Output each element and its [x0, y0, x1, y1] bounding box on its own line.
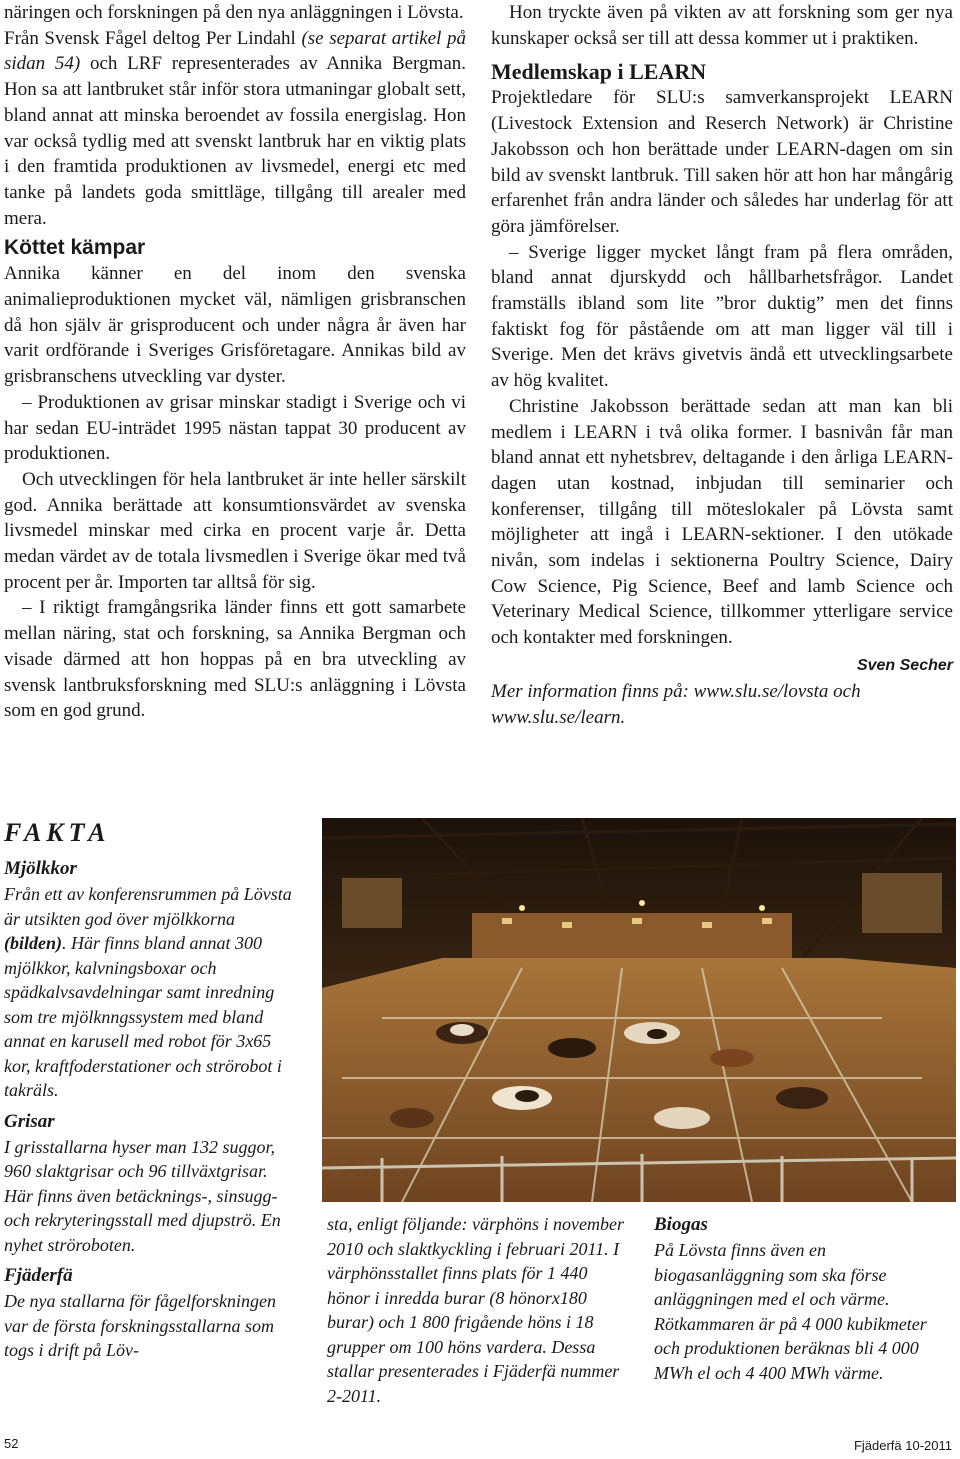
fakta-text-mjolkkor [4, 882, 300, 1103]
text-run: . Här finns bland annat 300 mjölkkor, kalvningsboxar och spädkalvsavdelningar samt inredning som tre mjölknngssystem med bland annat en karusell med robot för 3x65 kor, kraftfoderstationer och strörobot i takräls. [4, 933, 282, 1100]
cross-reference: (se separat artikel på sidan 54) [4, 27, 466, 75]
fakta-heading-mjolkkor: Mjölkkor [4, 858, 77, 879]
left-column [4, 0, 466, 724]
fakta-text-biogas: På Lövsta finns även en biogasanläggning som ska förse anläggningen med el och värme. Rötkammaren är på 4 000 kubikmeter och produktionen beräknas bli 4 000 MWh el och 4 400 MWh värme. [654, 1240, 927, 1383]
fakta-continuation [327, 1212, 629, 1408]
paragraph: Annika känner en del inom den svenska animalieproduktionen mycket väl, nämligen grisbranschen då hon själv är grisproducent och under några år även har varit ordförande i Sveriges Grisföretagare. Annikas bild av grisbranschens utveckling var dyster. [4, 263, 466, 388]
paragraph [4, 26, 466, 232]
paragraph: Hon tryckte även på vikten av att forskning som ger nya kunskaper också ser till att dessa kommer ut i praktiken. [491, 2, 953, 49]
paragraph: – Sverige ligger mycket långt fram på flera områden, bland annat djurskydd och hållbarhetsfrågor. Landet framställs ibland som lite ”bror duktig” men det finns faktiskt fog för påstående om att man ligger väl till i Sverige. Men det krävs givetvis ändå ett utvecklingsarbete av hög kvalitet. [491, 241, 953, 392]
fakta-heading-grisar: Grisar [4, 1110, 55, 1132]
fakta-box [4, 816, 300, 1363]
text-run: och LRF representerades av Annika Bergman. Hon sa att lantbruket står inför stora utmaningar globalt sett, bland annat att minska beroendet av fossila energislag. Hon var också tydlig med att svenskt lantbruk har en viktig plats i den framtida produktionen av livsmedel, energi etc med tanke på landets goda smittläge, tillgång till arealer med mera. [4, 53, 467, 229]
journal-footer: Fjäderfä 10-2011 [853, 1438, 952, 1453]
author-byline: Sven Secher [856, 656, 953, 674]
page-number: 52 [4, 1436, 19, 1451]
section-heading: Medlemskap i LEARN [491, 59, 707, 85]
barn-photo [322, 818, 956, 1202]
barn-photo-illustration [322, 818, 956, 1202]
fakta-text-fjaderfa: De nya stallarna för fågelforskningen var de första forskningsstallarna som togs i drift på Löv- [4, 1291, 276, 1360]
image-reference: (bilden) [4, 933, 62, 953]
right-column [491, 0, 953, 730]
paragraph: – I riktigt framgångsrika länder finns ett gott samarbete mellan näring, stat och forskning, sa Annika Bergman och visade därmed att hon hoppas på en bra utveckling av svensk lantbruksforskning med SLU:s anläggning i Lövsta som en god grund. [4, 597, 466, 722]
paragraph: Och utvecklingen för hela lantbruket är inte heller särskilt god. Annika berättade att konsumtionsvärdet av svenska livsmedel minskar med cirka en procent varje år. Detta medan värdet av de totala livsmedlen i Sverige ökar med två procent per år. Importen tar alltså för sig. [4, 468, 466, 593]
paragraph: Projektledare för SLU:s samverkansprojekt LEARN (Livestock Extension and Reserch Network) är Christine Jakobsson och hon berättade under LEARN-dagen om sin bild av svenskt lantbruk. Till saken hör att hon har mångårig erfarenhet från andra länder och således har underlag för att göra jämförelser. [491, 87, 953, 237]
paragraph: näringen och forskningen på den nya anläggningen i Lövsta. [4, 2, 464, 23]
fakta-text-fjaderfa-cont: sta, enligt följande: värphöns i november 2010 och slaktkyckling i februari 2011. I värphönsstallet finns plats för 1 440 hönor i inredda burar (8 hönorx180 burar) och 1 800 frigående höns i 18 grupper om 100 höns vardera. Dessa stallar presenterades i Fjäderfä nummer 2-2011. [327, 1214, 624, 1406]
fakta-biogas [654, 1212, 954, 1385]
more-info-text: Mer information finns på: www.slu.se/lovsta och www.slu.se/learn. [491, 680, 861, 728]
fakta-text-grisar: I grisstallarna hyser man 132 suggor, 960 slaktgrisar och 96 tillväxtgrisar. Här finns även betäcknings-, sinsugg- och rekryteringsstall med djupströ. En nyhet ströroboten. [4, 1136, 281, 1255]
section-heading: Köttet kämpar [4, 236, 146, 260]
fakta-title: FAKTA [4, 818, 111, 847]
text-run: Från Svensk Fågel deltog Per Lindahl [4, 27, 302, 49]
fakta-heading-fjaderfa: Fjäderfä [4, 1265, 73, 1286]
paragraph: Christine Jakobsson berättade sedan att man kan bli medlem i LEARN i två olika former. I basnivån får man bland annat ett nyhetsbrev, deltagande i den årliga LEARN-dagen utan kostnad, inbjudan till seminarier och konferenser, tillgång till möteslokaler på Lövsta samt möjligheter att ingå i LEARN-sektioner. I den utökade nivån, som indelas i sektionerna Poultry Science, Dairy Cow Science, Pig Science, Beef and lamb Science och Veterinary Medical Science, tillkommer ytterligare service och kontakter med forskningen. [491, 395, 953, 649]
paragraph: – Produktionen av grisar minskar stadigt i Sverige och vi har sedan EU-inträdet 1995 nästan tappat 30 producent av produktionen. [4, 391, 466, 465]
fakta-heading-biogas: Biogas [654, 1214, 708, 1235]
text-run: Från ett av konferensrummen på Lövsta är utsikten god över mjölkkorna [4, 884, 292, 929]
